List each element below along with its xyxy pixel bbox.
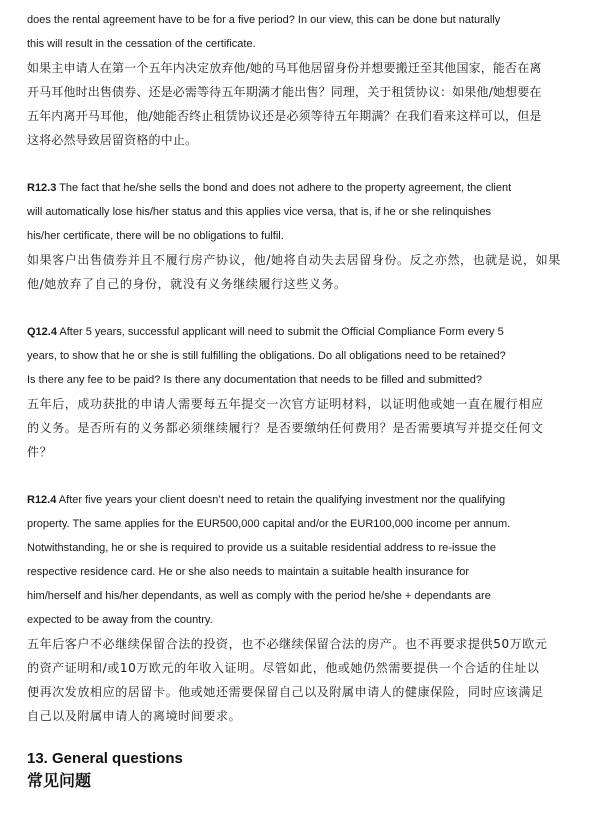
zh-line: 件？ (27, 445, 53, 459)
en-line (27, 488, 563, 512)
zh-line: 五年内离开马耳他，他/她能否终止租赁协议还是必须等待五年期满？在我们看来这样可以，但是 (27, 109, 542, 123)
question-12-4 (27, 320, 563, 464)
en-text: After five years your client doesn’t need to retain the qualifying investment nor the qualifying (56, 494, 506, 506)
en-line: does the rental agreement have to be for a five period? In our view, this can be done but naturally (27, 14, 501, 26)
en-line: Notwithstanding, he or she is required to provide us a suitable residential address to re-issue the (27, 542, 496, 554)
en-line: will automatically lose his/her status and this applies vice versa, that is, if he or she relinquishes (27, 206, 492, 218)
section-title-zh: 常见问题 (27, 771, 92, 790)
en-line: respective residence card. He or she also needs to maintain a suitable health insurance for (27, 566, 470, 578)
zh-line: 便再次发放相应的居留卡。他或她还需要保留自己以及附属申请人的健康保险，同时应该满足 (27, 685, 544, 699)
zh-line: 五年后客户不必继续保留合法的投资，也不必继续保留合法的房产。也不再要求提供50万欧元 (27, 637, 548, 651)
en-line: years, to show that he or she is still fulfilling the obligations. Do all obligations need to be retained? (27, 350, 506, 362)
en-line (27, 320, 563, 344)
zh-line: 自己以及附属申请人的离境时间要求。 (27, 709, 242, 723)
zh-line: 五年后，成功获批的申请人需要每五年提交一次官方证明材料，以证明他或她一直在履行相应 (27, 397, 544, 411)
en-line: expected to be away from the country. (27, 614, 213, 626)
zh-line: 如果客户出售债券并且不履行房产协议，他/她将自动失去居留身份。反之亦然，也就是说，如果 (27, 253, 561, 267)
spacer (27, 464, 563, 488)
continuation-block (27, 8, 563, 152)
en-text: The fact that he/she sells the bond and does not adhere to the property agreement, the client (56, 182, 512, 194)
zh-line: 的义务。是否所有的义务都必须继续履行？是否要缴纳任何费用？是否需要填写并提交任何文 (27, 421, 544, 435)
en-line: property. The same applies for the EUR500,000 capital and/or the EUR100,000 income per annum. (27, 518, 511, 530)
en-line: him/herself and his/her dependants, as well as comply with the period he/she + dependants are (27, 590, 491, 602)
section-title-en: 13. General questions (27, 750, 183, 767)
zh-line: 这将必然导致居留资格的中止。 (27, 133, 198, 147)
spacer (27, 152, 563, 176)
spacer (27, 296, 563, 320)
zh-line: 他/她放弃了自己的身份，就没有义务继续履行这些义务。 (27, 277, 347, 291)
en-line: his/her certificate, there will be no obligations to fulfil. (27, 230, 284, 242)
en-line: Is there any fee to be paid? Is there any documentation that needs to be filled and submitted? (27, 374, 482, 386)
en-line (27, 176, 563, 200)
zh-line: 的资产证明和/或10万欧元的年收入证明。尽管如此，他或她仍然需要提供一个合适的住址以 (27, 661, 540, 675)
question-label: Q12.4 (27, 326, 57, 338)
section-13-heading (27, 748, 563, 792)
zh-line: 如果主申请人在第一个五年内决定放弃他/她的马耳他居留身份并想要搬迁至其他国家，能否在离 (27, 61, 542, 75)
response-label: R12.4 (27, 494, 57, 506)
response-12-3 (27, 176, 563, 296)
spacer (27, 728, 563, 748)
en-line: this will result in the cessation of the certificate. (27, 38, 256, 50)
en-text: After 5 years, successful applicant will need to submit the Official Compliance Form every 5 (56, 326, 504, 338)
response-label: R12.3 (27, 182, 57, 194)
zh-line: 开马耳他时出售债券、还是必需等待五年期满才能出售？同理，关于租赁协议：如果他/她想要在 (27, 85, 542, 99)
response-12-4 (27, 488, 563, 728)
